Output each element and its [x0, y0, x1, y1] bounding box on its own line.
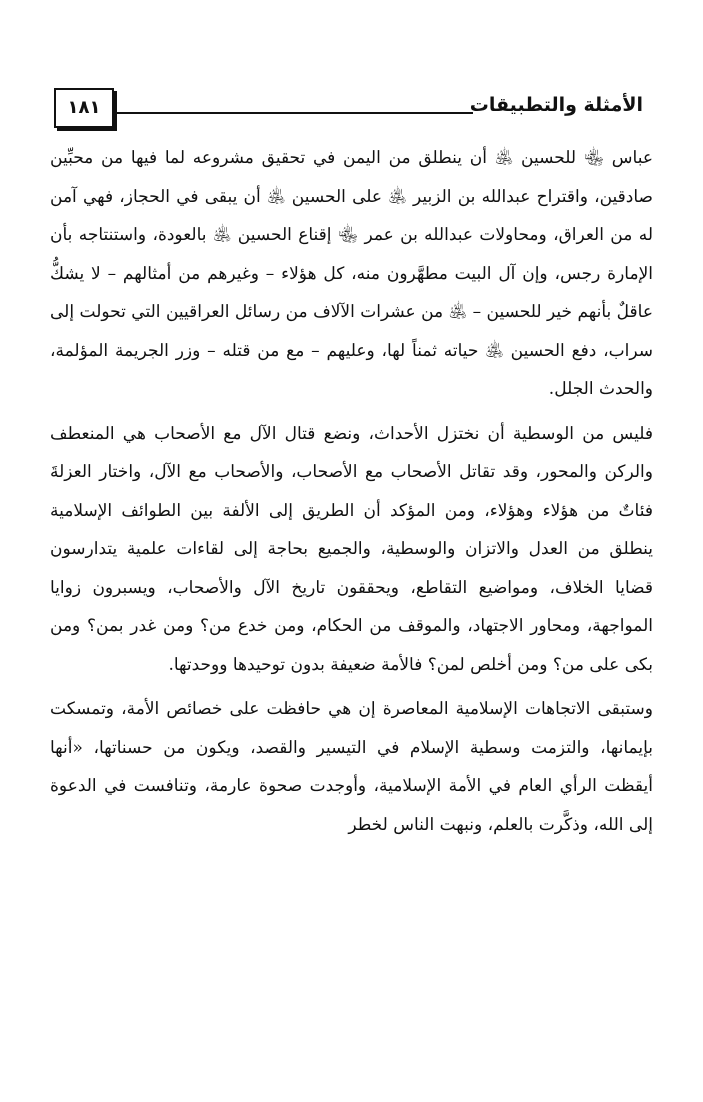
page-number: ١٨١	[54, 88, 114, 128]
running-title: الأمثلة والتطبيقات	[469, 94, 643, 116]
header-rule	[114, 112, 473, 114]
paragraph: وستبقى الاتجاهات الإسلامية المعاصرة إن هي حافظت على خصائص الأمة، وتمسكت بإيمانها، والتزمت وسطية الإسلام في التيسير والقصد، ويكون من حسناتها، «أنها أيقظت الرأي العام في الأمة الإسلامية، وأوجدت صحوة عارمة، وتنافست في الدعوة إلى الله، وذكَّرت بالعلم، ونبهت الناس لخطر	[50, 699, 653, 835]
body-text	[50, 139, 653, 844]
page-header	[54, 88, 643, 132]
paragraph: عباس ﵄ للحسين ﵁ أن ينطلق من اليمن في تحقيق مشروعه لما فيها من محبِّين صادقين، واقتراح عبدالله بن الزبير ﵁ على الحسين ﵁ أن يبقى في الحجاز، فهي آمن له من العراق، ومحاولات عبدالله بن عمر ﵄ إقناع الحسين ﵁ بالعودة، واستنتاجه بأن الإمارة رجس، وإن آل البيت مطهَّرون منه، كل هؤلاء – وغيرهم من أمثالهم – لا يشكُّ عاقلٌ بأنهم خير للحسين – ﵁ من عشرات الآلاف من رسائل العراقيين التي تحولت إلى سراب، دفع الحسين ﵁ حياته ثمناً لها، وعليهم – مع من قتله – وزر الجريمة المؤلمة، والحدث الجلل.	[50, 148, 653, 399]
paragraph: فليس من الوسطية أن نختزل الأحداث، ونضع قتال الآل مع الأصحاب هي المنعطف والركن والمحور، وقد تقاتل الأصحاب مع الأصحاب، والأصحاب مع الآل، واختار العزلةَ فئاتٌ من هؤلاء وهؤلاء، ومن المؤكد أن الطريق إلى الألفة بين الطوائف الإسلامية ينطلق من العدل والاتزان والوسطية، والجميع بحاجة إلى لقاءات علمية يتدارسون قضايا الخلاف، ومواضيع التقاطع، ويحققون تاريخ الآل والأصحاب، ويسبرون زوايا المواجهة، ومحاور الاجتهاد، والموقف من الحكام، ومن خدع من؟ ومن غدر بمن؟ ومن بكى على من؟ ومن أخلص لمن؟ فالأمة ضعيفة بدون توحيدها ووحدتها.	[50, 423, 653, 675]
